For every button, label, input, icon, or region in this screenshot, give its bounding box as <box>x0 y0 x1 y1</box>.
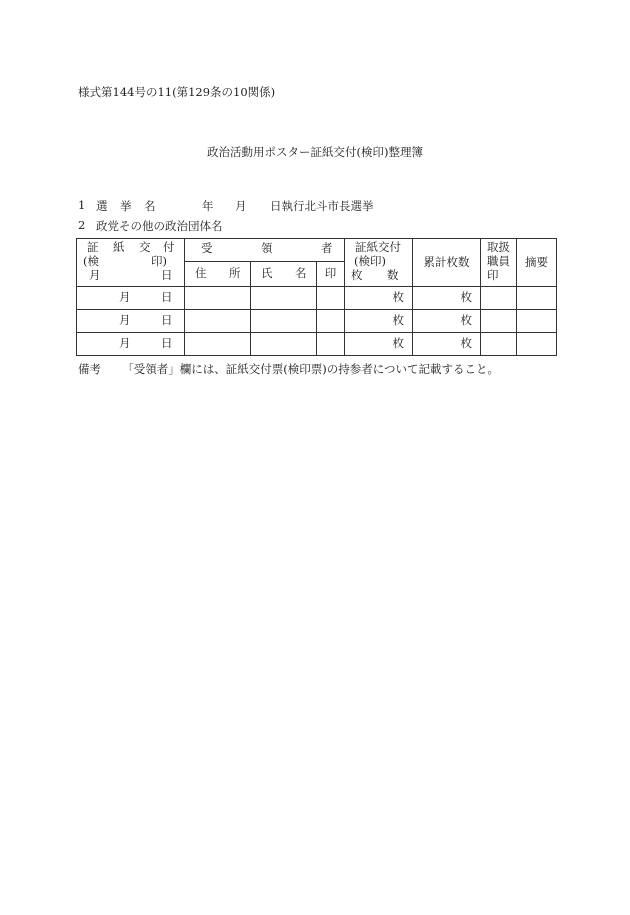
header-seal: 印 <box>317 262 345 287</box>
staff-cell[interactable] <box>481 333 517 356</box>
document-title: 政治活動用ポスター証紙交付(検印)整理簿 <box>207 145 423 159</box>
staff-cell[interactable] <box>481 287 517 310</box>
summary-cell[interactable] <box>517 287 557 310</box>
summary-cell[interactable] <box>517 333 557 356</box>
item-label-char: 名 <box>144 199 156 213</box>
election-suffix: 日執行北斗市長選挙 <box>270 199 374 213</box>
staff-cell[interactable] <box>481 310 517 333</box>
form-number: 様式第144号の11(第129条の10関係) <box>78 85 276 99</box>
item-label-char: 選 <box>96 199 108 213</box>
count-cell[interactable]: 枚 <box>345 333 413 356</box>
item-number: 2 <box>78 218 86 232</box>
header-date: 証 紙 交 付 (検 印) 月 日 <box>77 239 185 287</box>
table-row <box>77 310 557 333</box>
register-table <box>76 238 557 356</box>
count-cell[interactable]: 枚 <box>345 287 413 310</box>
month-label: 月 <box>235 199 247 213</box>
header-address: 住 所 <box>185 262 251 287</box>
item-number: 1 <box>78 198 86 212</box>
date-cell[interactable]: 月 日 <box>77 333 185 356</box>
summary-cell[interactable] <box>517 310 557 333</box>
note <box>78 361 499 377</box>
year-label: 年 <box>202 199 214 213</box>
header-summary: 摘要 <box>517 239 557 287</box>
name-cell[interactable] <box>251 333 317 356</box>
name-cell[interactable] <box>251 310 317 333</box>
address-cell[interactable] <box>185 287 251 310</box>
item-text: 政党その他の政治団体名 <box>96 219 223 233</box>
note-label: 備考 <box>78 362 101 376</box>
count-cell[interactable]: 枚 <box>345 310 413 333</box>
date-cell[interactable]: 月 日 <box>77 287 185 310</box>
header-staff: 取扱 職員 印 <box>481 239 517 287</box>
cumulative-cell[interactable]: 枚 <box>413 310 481 333</box>
header-stamp-count: 証紙交付 (検印) 枚 数 <box>345 239 413 287</box>
table-row <box>77 287 557 310</box>
date-cell[interactable]: 月 日 <box>77 310 185 333</box>
note-text: 「受領者」欄には、証紙交付票(検印票)の持参者について記載すること。 <box>122 362 500 376</box>
table-row <box>77 333 557 356</box>
seal-cell[interactable] <box>317 310 345 333</box>
header-cumulative: 累計枚数 <box>413 239 481 287</box>
cumulative-cell[interactable]: 枚 <box>413 287 481 310</box>
header-recipient: 受 領 者 <box>185 239 345 262</box>
cumulative-cell[interactable]: 枚 <box>413 333 481 356</box>
item-label-char: 挙 <box>120 199 132 213</box>
header-name: 氏 名 <box>251 262 317 287</box>
address-cell[interactable] <box>185 333 251 356</box>
name-cell[interactable] <box>251 287 317 310</box>
seal-cell[interactable] <box>317 287 345 310</box>
seal-cell[interactable] <box>317 333 345 356</box>
address-cell[interactable] <box>185 310 251 333</box>
